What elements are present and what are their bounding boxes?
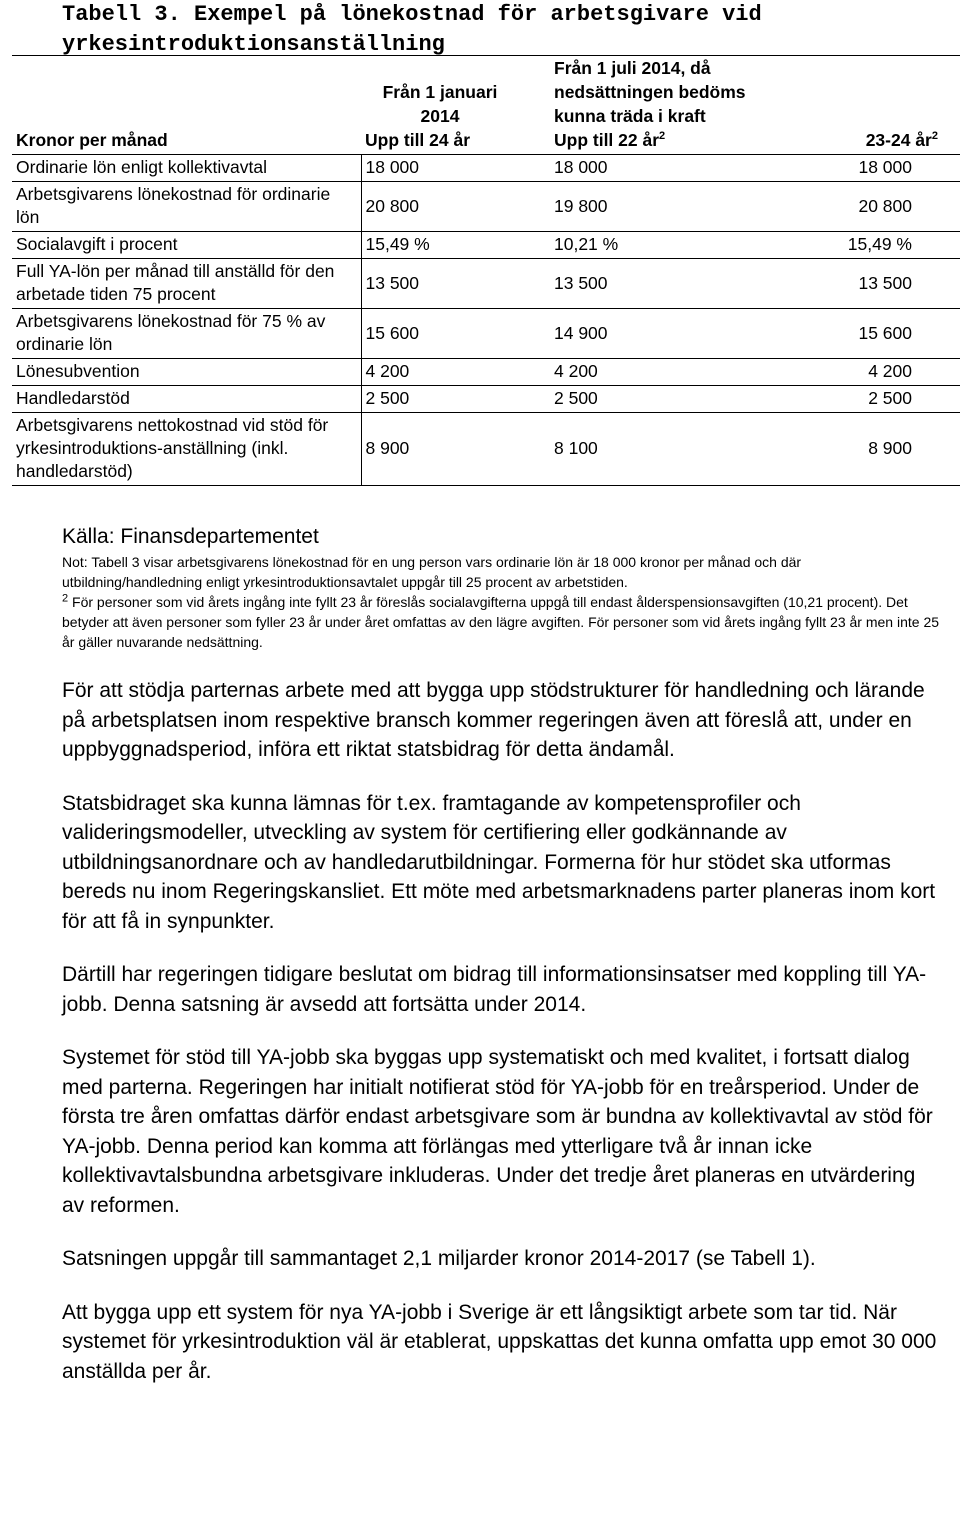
header-col3-text: 23-24 år xyxy=(865,130,932,150)
cell-col3: 8 900 xyxy=(808,413,960,486)
cell-col3: 15,49 % xyxy=(808,232,960,259)
table-row xyxy=(12,309,960,359)
row-label: Ordinarie lön enligt kollektivavtal xyxy=(12,155,361,182)
paragraph: Satsningen uppgår till sammantaget 2,1 miljarder kronor 2014-2017 (se Tabell 1). xyxy=(62,1247,816,1270)
header-col2-line2 xyxy=(554,128,804,152)
note-2-text: För personer som vid årets ingång inte fyllt 23 år föreslås socialavgifterna uppgå till endast ålderspensionsavgiften (10,21 procent). Det betyder att även personer som fyller 23 år under året omfattas av den lägre avgiften. För personer som vid årets ingång fyllt 23 år men inte 25 år gäller nuvarande nedsättning. xyxy=(62,594,940,650)
table-row xyxy=(12,413,960,486)
cell-col1: 18 000 xyxy=(361,155,550,182)
row-label: Handledarstöd xyxy=(12,386,361,413)
cell-col2: 19 800 xyxy=(550,182,808,232)
note-2 xyxy=(62,592,942,652)
cell-col1: 4 200 xyxy=(361,359,550,386)
row-label: Lönesubvention xyxy=(12,359,361,386)
paragraph: Systemet för stöd till YA-jobb ska byggas upp systematiskt och med kvalitet, i fortsatt dialog med parterna. Regeringen har initialt notifierat stöd för YA-jobb för en treårsperiod. Under de första tre åren omfattas därför endast arbetsgivare som är bundna av kollektivavtal av stöd för YA-jobb. Denna period kan komma att förlängas med ytterligare två år innan icke kollektivavtalsbundna arbetsgivare inkluderas. Under det tredje året planeras en utvärdering av reformen. xyxy=(62,1046,933,1217)
row-label: Arbetsgivarens lönekostnad för ordinarie lön xyxy=(12,182,361,232)
cell-col1: 20 800 xyxy=(361,182,550,232)
footnote-marker: 2 xyxy=(659,130,666,143)
cell-col1: 2 500 xyxy=(361,386,550,413)
paragraph: Att bygga upp ett system för nya YA-jobb i Sverige är ett långsiktigt arbete som tar tid. När systemet för yrkesintroduktion väl är etablerat, uppskattas det kunna omfatta upp emot 30 000 anställda per år. xyxy=(62,1300,937,1383)
cell-col3: 13 500 xyxy=(808,259,960,309)
table-row xyxy=(12,182,960,232)
cell-col2: 18 000 xyxy=(550,155,808,182)
cell-col2: 4 200 xyxy=(550,359,808,386)
cell-col1: 15,49 % xyxy=(361,232,550,259)
table-source: Källa: Finansdepartementet xyxy=(62,525,319,548)
cell-col3: 20 800 xyxy=(808,182,960,232)
cell-col1: 15 600 xyxy=(361,309,550,359)
cell-col1: 8 900 xyxy=(361,413,550,486)
footnote-marker: 2 xyxy=(62,592,69,605)
cell-col3: 18 000 xyxy=(808,155,960,182)
footnote-marker: 2 xyxy=(931,130,938,143)
table-row xyxy=(12,386,960,413)
row-label: Arbetsgivarens lönekostnad för 75 % av ordinarie lön xyxy=(12,309,361,359)
cell-col2: 13 500 xyxy=(550,259,808,309)
cell-col2: 8 100 xyxy=(550,413,808,486)
cell-col3: 2 500 xyxy=(808,386,960,413)
table-notes xyxy=(62,552,942,652)
cell-col3: 4 200 xyxy=(808,359,960,386)
table-row xyxy=(12,359,960,386)
cell-col3: 15 600 xyxy=(808,309,960,359)
cost-table xyxy=(12,55,960,486)
header-col2 xyxy=(550,56,808,155)
row-label: Arbetsgivarens nettokostnad vid stöd för yrkesintroduktions-anställning (inkl. handledarstöd) xyxy=(12,413,361,486)
header-col23-group: Från 1 juli 2014, då nedsättningen bedöms kunna träda i kraft xyxy=(554,58,746,126)
paragraph: Därtill har regeringen tidigare beslutat om bidrag till informationsinsatser med koppling till YA-jobb. Denna satsning är avsedd att fortsätta under 2014. xyxy=(62,963,927,1016)
table-row xyxy=(12,259,960,309)
row-label: Socialavgift i procent xyxy=(12,232,361,259)
table-row xyxy=(12,232,960,259)
cell-col1: 13 500 xyxy=(361,259,550,309)
table-caption: Tabell 3. Exempel på lönekostnad för arbetsgivare vid yrkesintroduktionsanställning xyxy=(62,2,762,57)
table-header-row xyxy=(12,56,960,155)
header-col2-text: Upp till 22 år xyxy=(554,130,660,150)
paragraph: För att stödja parternas arbete med att bygga upp stödstrukturer för handledning och lärande på arbetsplatsen inom respektive bransch kommer regeringen även att föreslå att, under en uppbyggnadsperiod, införa ett riktat statsbidrag för detta ändamål. xyxy=(62,679,925,761)
table-row xyxy=(12,155,960,182)
note-1: Not: Tabell 3 visar arbetsgivarens lönekostnad för en ung person vars ordinarie lön är 18 000 kronor per månad och där utbildning/handledning enligt yrkesintroduktionsavtalet uppgår till 25 procent av arbetstiden. xyxy=(62,554,802,590)
row-label: Full YA-lön per månad till anställd för den arbetade tiden 75 procent xyxy=(12,259,361,309)
cell-col2: 14 900 xyxy=(550,309,808,359)
header-col1-line2: Upp till 24 år xyxy=(365,130,471,150)
cell-col2: 10,21 % xyxy=(550,232,808,259)
header-col1 xyxy=(361,56,550,155)
header-row-label: Kronor per månad xyxy=(12,56,361,155)
body-text xyxy=(62,676,942,1410)
paragraph: Statsbidraget ska kunna lämnas för t.ex. framtagande av kompetensprofiler och valideringsmodeller, utveckling av system för certifiering eller godkännande av utbildningsanordnare och av handledarutbildningar. Formerna för hur stödet ska utformas bereds nu inom Regeringskansliet. Ett möte med arbetsmarknadens parter planeras inom kort för att få in synpunkter. xyxy=(62,791,936,933)
header-col3 xyxy=(808,56,960,155)
header-col1-line1: Från 1 januari 2014 xyxy=(382,82,498,126)
cell-col2: 2 500 xyxy=(550,386,808,413)
